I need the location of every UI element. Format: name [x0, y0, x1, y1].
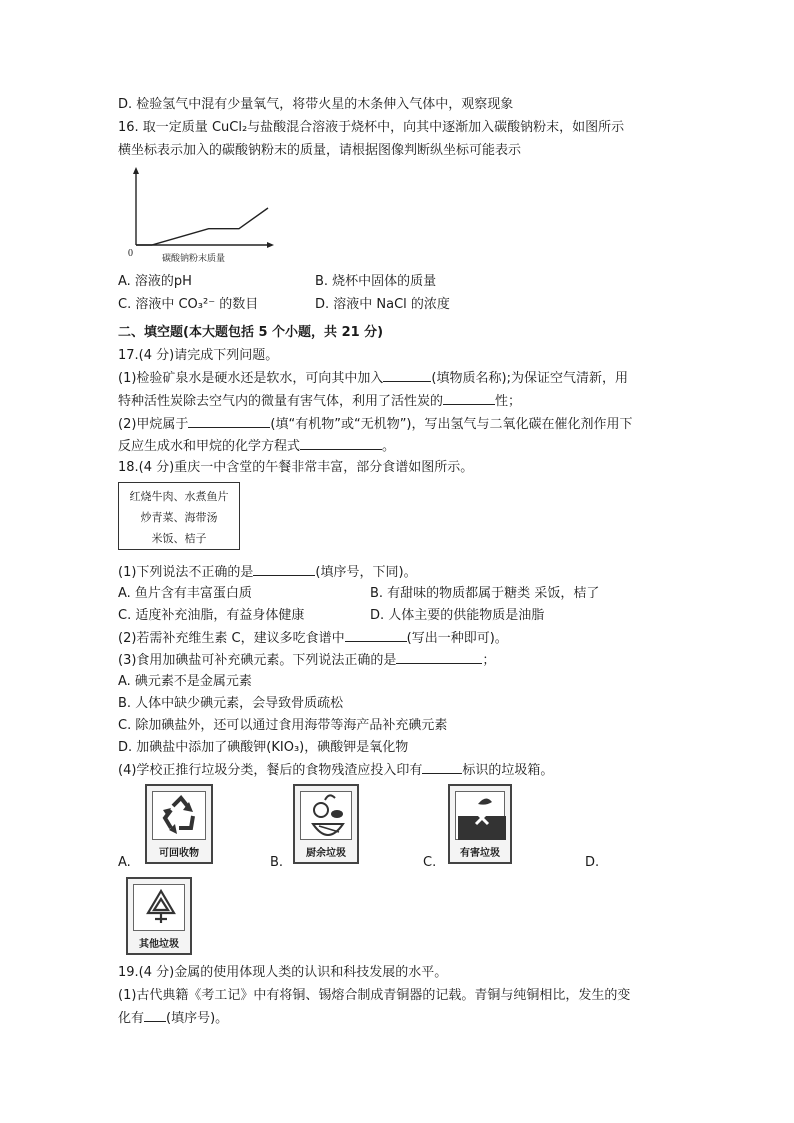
q18-3-option-b: B. 人体中缺少碘元素，会导致骨质疏松 — [118, 696, 344, 711]
q17-2-text-a: (2)甲烷属于 — [118, 417, 189, 432]
q16-option-d: D. 溶液中 NaCl 的浓度 — [315, 297, 450, 312]
q18-3-option-a: A. 碘元素不是金属元素 — [118, 674, 252, 689]
food-waste-icon — [295, 786, 361, 846]
bin-caption: 厨余垃圾 — [306, 848, 346, 859]
q19-1-line1: (1)古代典籍《考工记》中有将铜、锡熔合制成青铜器的记载。青铜与纯铜相比，发生的变 — [118, 988, 631, 1003]
answer-blank[interactable] — [144, 1008, 166, 1022]
q17-2-text-b: (填“有机物”或“无机物”)，写出氢气与二氧化碳在催化剂作用下 — [270, 417, 633, 432]
q18-3-text-a: (3)食用加碘盐可补充碘元素。下列说法正确的是 — [118, 653, 397, 668]
bin-food-waste[interactable] — [293, 784, 359, 864]
q17-1-line2 — [118, 391, 521, 412]
q19-stem: 19.(4 分)金属的使用体现人类的认识和科技发展的水平。 — [118, 965, 448, 980]
menu-line-3: 米饭、桔子 — [151, 532, 207, 545]
q19-1-text-a: 化有 — [118, 1011, 145, 1026]
bin-caption: 可回收物 — [159, 848, 199, 859]
answer-blank[interactable] — [253, 562, 315, 576]
q16-option-a: A. 溶液的pH — [118, 274, 192, 289]
answer-blank[interactable] — [383, 368, 431, 382]
answer-blank[interactable] — [345, 628, 407, 642]
q17-1-text-d: 性； — [495, 394, 522, 409]
q18-1-option-d: D. 人体主要的供能物质是油脂 — [370, 608, 545, 623]
bin-other-waste[interactable] — [126, 877, 192, 955]
q17-2-text-d: 。 — [382, 439, 396, 454]
q17-2-line1 — [118, 414, 633, 435]
q18-2-text-b: (写出一种即可)。 — [406, 631, 508, 646]
q17-2-line2 — [118, 436, 395, 457]
q16-stem-line2: 横坐标表示加入的碳酸钠粉末的质量，请根据图像判断纵坐标可能表示 — [118, 143, 522, 158]
q17-2-text-c: 反应生成水和甲烷的化学方程式 — [118, 439, 301, 454]
menu-line-1: 红烧牛肉、水煮鱼片 — [129, 490, 229, 503]
answer-blank[interactable] — [300, 436, 382, 450]
q19-1-line2 — [118, 1008, 228, 1029]
answer-blank[interactable] — [396, 650, 482, 664]
bin-d-letter: D. — [585, 855, 600, 870]
q18-2-stem — [118, 628, 508, 649]
series-line — [136, 208, 268, 245]
q18-stem: 18.(4 分)重庆一中含堂的午餐非常丰富，部分食谱如图所示。 — [118, 460, 474, 475]
bin-a-letter: A. — [118, 855, 131, 870]
q16-graph — [122, 165, 282, 265]
answer-blank[interactable] — [422, 760, 462, 774]
bin-caption: 有害垃圾 — [460, 848, 500, 859]
menu-image — [118, 482, 240, 550]
q18-4-stem — [118, 760, 553, 781]
menu-line-2: 炒青菜、海带汤 — [140, 511, 218, 524]
q18-4-text-a: (4)学校正推行垃圾分类，餐后的食物残渣应投入印有 — [118, 763, 423, 778]
x-axis-arrow — [267, 242, 274, 248]
answer-blank[interactable] — [443, 391, 495, 405]
q18-1-stem — [118, 562, 417, 583]
section-heading: 二、填空题(本大题包括 5 个小题，共 21 分) — [118, 325, 384, 340]
bin-recyclable[interactable] — [145, 784, 213, 864]
q16-stem-line1: 16. 取一定质量 CuCl₂与盐酸混合溶液于烧杯中，向其中逐渐加入碳酸钠粉末，如图所示 — [118, 120, 625, 135]
hazardous-icon — [450, 786, 514, 846]
q18-3-option-d: D. 加碘盐中添加了碘酸钾(KIO₃)，碘酸钾是氧化物 — [118, 740, 409, 755]
q18-4-text-b: 标识的垃圾箱。 — [462, 763, 554, 778]
bin-caption: 其他垃圾 — [139, 939, 179, 950]
q18-1-text-b: (填序号，下同)。 — [315, 565, 417, 580]
q18-3-option-c: C. 除加碘盐外，还可以通过食用海带等海产品补充碘元素 — [118, 718, 448, 733]
answer-blank[interactable] — [188, 414, 270, 428]
q17-stem: 17.(4 分)请完成下列问题。 — [118, 348, 279, 363]
q19-1-text-b: (填序号)。 — [166, 1011, 229, 1026]
q18-2-text-a: (2)若需补充维生素 C，建议多吃食谱中 — [118, 631, 345, 646]
q17-1-text-c: 特种活性炭除去空气内的微量有害气体，利用了活性炭的 — [118, 394, 444, 409]
bin-b-letter: B. — [270, 855, 284, 870]
q18-1-option-a: A. 鱼片含有丰富蛋白质 — [118, 586, 252, 601]
q17-1-text-b: (填物质名称);为保证空气清新，用 — [431, 371, 628, 386]
q18-1-option-b: B. 有甜味的物质都属于糖类 采饭，桔了 — [370, 586, 600, 601]
q16-option-b: B. 烧杯中固体的质量 — [315, 274, 437, 289]
q18-1-text-a: (1)下列说法不正确的是 — [118, 565, 254, 580]
q17-1-text-a: (1)检验矿泉水是硬水还是软水，可向其中加入 — [118, 371, 384, 386]
q18-1-option-c: C. 适度补充油脂，有益身体健康 — [118, 608, 305, 623]
other-waste-icon — [128, 879, 194, 937]
q18-3-stem — [118, 650, 495, 671]
x-axis-label: 碳酸钠粉末质量 — [162, 254, 226, 264]
bin-c-letter: C. — [423, 855, 437, 870]
bin-hazardous[interactable] — [448, 784, 512, 864]
q16-option-c: C. 溶液中 CO₃²⁻ 的数目 — [118, 297, 259, 312]
origin-label: 0 — [128, 248, 133, 259]
q18-3-text-b: ； — [482, 653, 496, 668]
recycle-icon — [147, 786, 215, 846]
y-axis-arrow — [133, 167, 139, 174]
q17-1-line1 — [118, 368, 628, 389]
q15-option-d: D. 检验氢气中混有少量氧气，将带火星的木条伸入气体中，观察现象 — [118, 97, 514, 112]
